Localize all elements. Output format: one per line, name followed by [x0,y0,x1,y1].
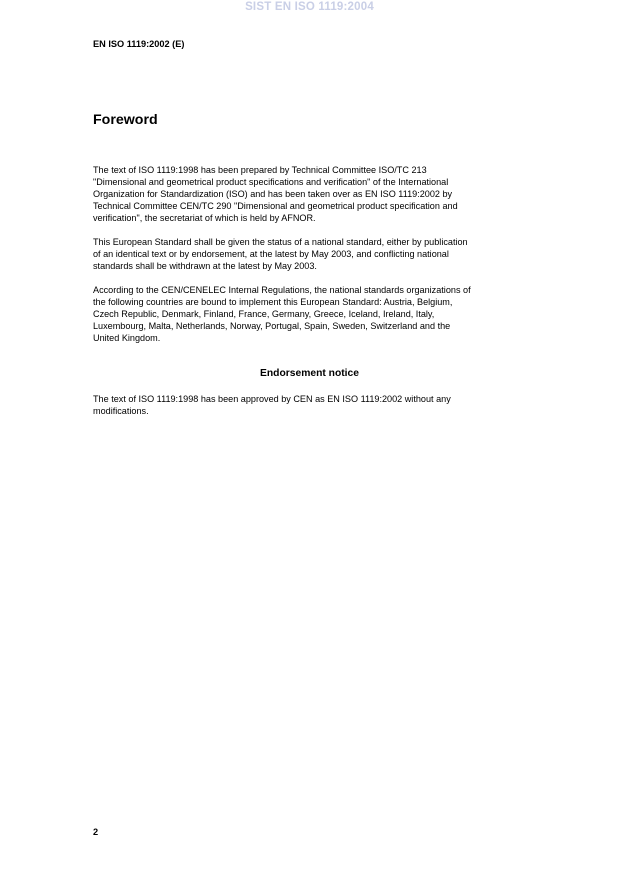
text-line: Czech Republic, Denmark, Finland, France, Germany, Greece, Iceland, Ireland, Italy, [93,309,435,319]
text-line: modifications. [93,406,149,416]
text-line: the following countries are bound to implement this European Standard: Austria, Belgium, [93,297,453,307]
endorsement-paragraph [93,393,533,417]
foreword-paragraph-3 [93,284,533,344]
document-identifier: EN ISO 1119:2002 (E) [93,39,185,49]
endorsement-heading: Endorsement notice [260,368,359,379]
text-line: The text of ISO 1119:1998 has been prepared by Technical Committee ISO/TC 213 [93,165,427,175]
text-line: The text of ISO 1119:1998 has been approved by CEN as EN ISO 1119:2002 without any [93,394,451,404]
text-line: This European Standard shall be given the status of a national standard, either by publication [93,237,468,247]
text-line: Organization for Standardization (ISO) and has been taken over as EN ISO 1119:2002 by [93,189,453,199]
text-line: Luxembourg, Malta, Netherlands, Norway, Portugal, Spain, Sweden, Switzerland and the [93,321,451,331]
foreword-paragraph-2 [93,236,533,272]
text-line: United Kingdom. [93,333,161,343]
text-line: standards shall be withdrawn at the latest by May 2003. [93,261,317,271]
text-line: "Dimensional and geometrical product specifications and verification" of the International [93,177,449,187]
text-line: According to the CEN/CENELEC Internal Regulations, the national standards organizations of [93,285,471,295]
foreword-paragraph-1 [93,164,533,224]
text-line: Technical Committee CEN/TC 290 "Dimensional and geometrical product specification and [93,201,458,211]
foreword-heading: Foreword [93,112,158,128]
watermark-text: SIST EN ISO 1119:2004 [245,1,374,13]
text-line: of an identical text or by endorsement, at the latest by May 2003, and conflicting national [93,249,449,259]
page-number: 2 [93,827,99,837]
text-line: verification", the secretariat of which is held by AFNOR. [93,213,316,223]
